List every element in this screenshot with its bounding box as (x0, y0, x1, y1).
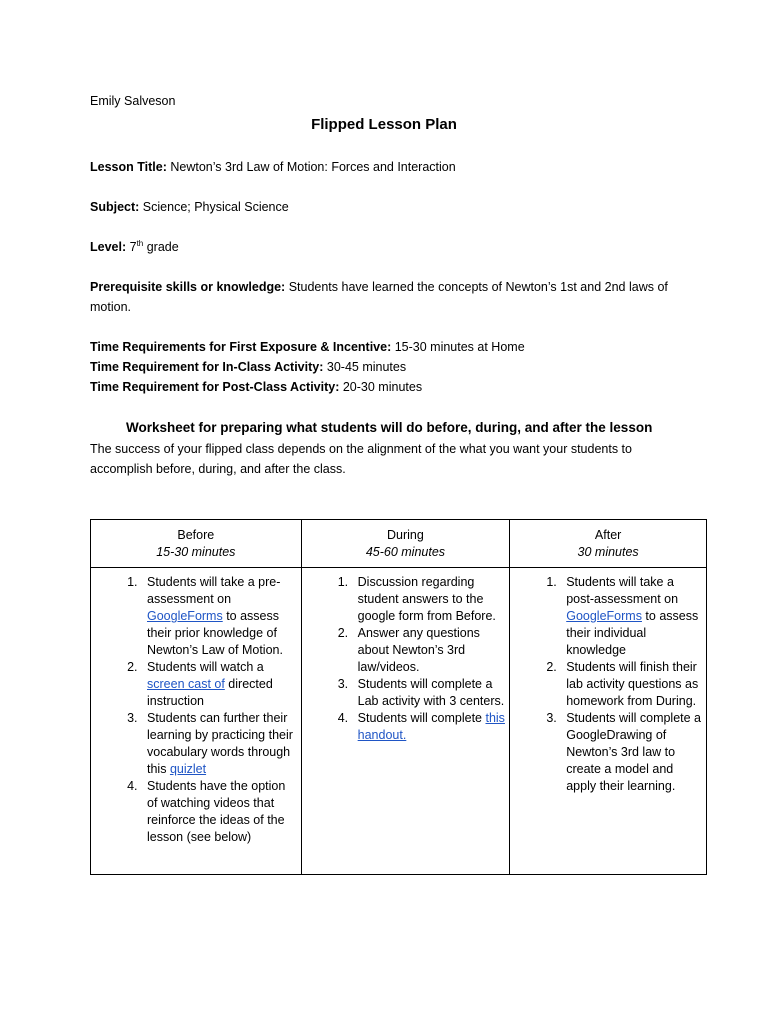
lesson-title-line (90, 157, 456, 177)
worksheet-heading: Worksheet for preparing what students will do before, during, and after the lesson (126, 420, 653, 435)
item-text: Students will finish their lab activity questions as homework from During. (566, 660, 699, 708)
item-text: Students will watch a (147, 660, 264, 674)
item-text: Students will complete (357, 711, 486, 725)
time-requirement-value: 15-30 minutes at Home (394, 340, 525, 354)
list-item (560, 710, 702, 795)
handout-link[interactable]: this handout. (357, 711, 505, 742)
lesson-title-value: Newton’s 3rd Law of Motion: Forces and Interaction (170, 160, 456, 174)
column-duration: 15-30 minutes (156, 545, 236, 559)
quizlet-link[interactable]: quizlet (169, 762, 207, 776)
column-duration: 45-60 minutes (365, 545, 446, 559)
googleforms-link[interactable]: GoogleForms (147, 609, 223, 623)
item-text: to assess their prior knowledge of Newton’s Law of Motion. (147, 609, 283, 657)
list-item (141, 574, 297, 659)
column-title: Before (177, 528, 215, 542)
before-list (95, 574, 297, 846)
level-line (90, 237, 179, 257)
screencast-link[interactable]: screen cast of (147, 677, 225, 691)
time-requirement-row (90, 357, 525, 377)
list-item (352, 710, 506, 744)
column-header-after (510, 520, 707, 568)
table-header-row (91, 520, 707, 568)
list-item (141, 659, 297, 710)
before-cell (91, 568, 302, 875)
level-value (130, 240, 179, 254)
googleforms-link[interactable]: GoogleForms (566, 609, 642, 623)
item-text: Students can further their learning by practicing their vocabulary words through this (147, 711, 293, 776)
list-item (560, 574, 702, 659)
lesson-title-label: Lesson Title: (90, 160, 167, 174)
list-item (352, 676, 506, 710)
column-title: After (594, 528, 622, 542)
level-suffix: th (136, 238, 144, 248)
list-item (141, 710, 297, 778)
prerequisite-value: Students have learned the concepts of Newton’s 1st and 2nd laws of motion. (90, 280, 668, 314)
time-requirement-value: 20-30 minutes (342, 380, 423, 394)
list-item (560, 659, 702, 710)
item-text: Students have the option of watching videos that reinforce the ideas of the lesson (see below) (147, 779, 286, 844)
time-requirement-label: Time Requirement for In-Class Activity: (90, 360, 324, 374)
lesson-plan-table (90, 519, 707, 875)
list-item (352, 625, 506, 676)
item-text: Students will complete a GoogleDrawing of Newton’s 3rd law to create a model and apply their learning. (566, 711, 702, 793)
level-label: Level: (90, 240, 127, 254)
prerequisite-label: Prerequisite skills or knowledge: (90, 280, 286, 294)
worksheet-intro: The success of your flipped class depends on the alignment of the what you want your students to accomplish before, during, and after the class. (90, 442, 632, 476)
item-text: to assess their individual knowledge (566, 609, 699, 657)
during-list (306, 574, 506, 744)
item-text: directed instruction (147, 677, 273, 708)
after-list (514, 574, 702, 795)
after-cell (510, 568, 707, 875)
table-body-row (91, 568, 707, 875)
column-title: During (387, 528, 424, 542)
subject-label: Subject: (90, 200, 140, 214)
author-name: Emily Salveson (90, 94, 176, 108)
list-item (352, 574, 506, 625)
prerequisite-line (90, 277, 680, 317)
subject-line (90, 197, 289, 217)
time-requirement-label: Time Requirement for Post-Class Activity: (90, 380, 340, 394)
item-text: Answer any questions about Newton’s 3rd law/videos. (357, 626, 480, 674)
list-item (141, 778, 297, 846)
time-requirement-row (90, 377, 525, 397)
column-duration: 30 minutes (577, 545, 639, 559)
item-text: Students will take a post-assessment on (566, 575, 679, 606)
time-requirement-row (90, 337, 525, 357)
level-rest: grade (143, 240, 179, 254)
subject-value: Science; Physical Science (142, 200, 289, 214)
level-number: 7 (129, 240, 137, 254)
time-requirement-label: Time Requirements for First Exposure & Incentive: (90, 340, 392, 354)
column-header-during (301, 520, 510, 568)
column-header-before (91, 520, 302, 568)
item-text: Students will complete a Lab activity with 3 centers. (357, 677, 505, 708)
time-requirements (90, 337, 525, 397)
item-text: Discussion regarding student answers to the google form from Before. (357, 575, 496, 623)
time-requirement-value: 30-45 minutes (326, 360, 407, 374)
document-title: Flipped Lesson Plan (311, 116, 457, 133)
item-text: Students will take a pre-assessment on (147, 575, 281, 606)
during-cell (301, 568, 510, 875)
